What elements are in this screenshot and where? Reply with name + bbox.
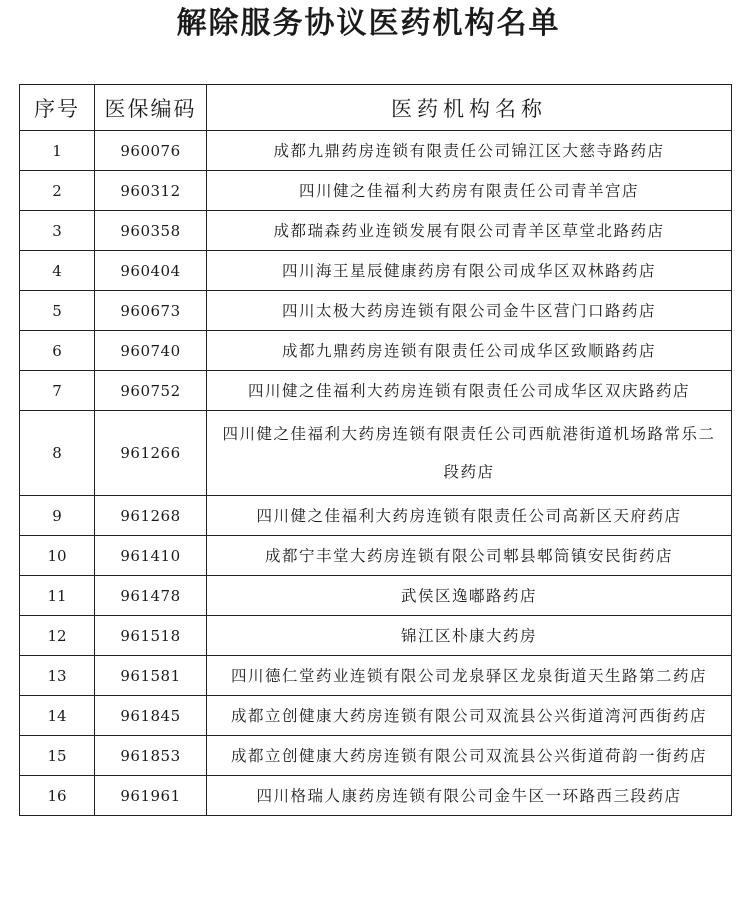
table-row	[20, 331, 732, 371]
table-row	[20, 576, 732, 616]
row-code-cell: 961961	[95, 776, 207, 816]
table-row	[20, 171, 732, 211]
row-code-cell: 961410	[95, 536, 207, 576]
row-code-cell: 960404	[95, 251, 207, 291]
row-seq-cell: 13	[20, 656, 95, 696]
table-row	[20, 291, 732, 331]
row-name-cell: 锦江区朴康大药房	[207, 616, 732, 656]
row-seq-cell: 7	[20, 371, 95, 411]
row-name-cell: 成都立创健康大药房连锁有限公司双流县公兴街道湾河西街药店	[207, 696, 732, 736]
row-seq-cell: 8	[20, 411, 95, 496]
row-seq-cell: 12	[20, 616, 95, 656]
row-name-cell: 四川健之佳福利大药房连锁有限责任公司高新区天府药店	[207, 496, 732, 536]
table-row	[20, 211, 732, 251]
row-code-cell: 960312	[95, 171, 207, 211]
row-code-cell: 960076	[95, 131, 207, 171]
row-name-cell: 成都瑞森药业连锁发展有限公司青羊区草堂北路药店	[207, 211, 732, 251]
table-row	[20, 371, 732, 411]
row-name-cell: 四川格瑞人康药房连锁有限公司金牛区一环路西三段药店	[207, 776, 732, 816]
row-code-cell: 961518	[95, 616, 207, 656]
row-seq-cell: 3	[20, 211, 95, 251]
row-seq-cell: 6	[20, 331, 95, 371]
table-header-row	[20, 85, 732, 131]
table-row	[20, 696, 732, 736]
row-seq-cell: 14	[20, 696, 95, 736]
header-code: 医保编码	[95, 85, 207, 131]
table-row	[20, 776, 732, 816]
row-name-cell: 四川太极大药房连锁有限公司金牛区营门口路药店	[207, 291, 732, 331]
row-code-cell: 961581	[95, 656, 207, 696]
row-name-cell: 四川海王星辰健康药房有限公司成华区双林路药店	[207, 251, 732, 291]
row-seq-cell: 15	[20, 736, 95, 776]
row-seq-cell: 10	[20, 536, 95, 576]
row-name-cell: 成都九鼎药房连锁有限责任公司成华区致顺路药店	[207, 331, 732, 371]
row-seq-cell: 2	[20, 171, 95, 211]
row-seq-cell: 1	[20, 131, 95, 171]
row-name-cell: 四川健之佳福利大药房连锁有限责任公司成华区双庆路药店	[207, 371, 732, 411]
row-code-cell: 961845	[95, 696, 207, 736]
row-seq-cell: 11	[20, 576, 95, 616]
row-seq-cell: 9	[20, 496, 95, 536]
row-name-cell: 四川健之佳福利大药房连锁有限责任公司西航港街道机场路常乐二段药店	[207, 411, 732, 496]
row-name-cell: 武侯区逸嘟路药店	[207, 576, 732, 616]
table-body	[20, 131, 732, 816]
row-name-cell: 成都九鼎药房连锁有限责任公司锦江区大慈寺路药店	[207, 131, 732, 171]
table-row	[20, 131, 732, 171]
table-row	[20, 251, 732, 291]
row-code-cell: 961266	[95, 411, 207, 496]
header-name: 医药机构名称	[207, 85, 732, 131]
row-seq-cell: 4	[20, 251, 95, 291]
row-code-cell: 961853	[95, 736, 207, 776]
row-name-cell: 成都宁丰堂大药房连锁有限公司郫县郫筒镇安民街药店	[207, 536, 732, 576]
table-row	[20, 496, 732, 536]
table-row	[20, 736, 732, 776]
row-code-cell: 960358	[95, 211, 207, 251]
institution-table	[19, 84, 732, 816]
table-row	[20, 616, 732, 656]
row-code-cell: 961268	[95, 496, 207, 536]
page-title: 解除服务协议医药机构名单	[176, 6, 561, 41]
row-name-cell: 四川健之佳福利大药房有限责任公司青羊宫店	[207, 171, 732, 211]
row-name-cell: 四川德仁堂药业连锁有限公司龙泉驿区龙泉街道天生路第二药店	[207, 656, 732, 696]
row-code-cell: 960740	[95, 331, 207, 371]
row-seq-cell: 16	[20, 776, 95, 816]
row-code-cell: 960752	[95, 371, 207, 411]
row-code-cell: 961478	[95, 576, 207, 616]
row-name-cell: 成都立创健康大药房连锁有限公司双流县公兴街道荷韵一街药店	[207, 736, 732, 776]
row-seq-cell: 5	[20, 291, 95, 331]
row-code-cell: 960673	[95, 291, 207, 331]
table-row	[20, 411, 732, 496]
header-seq: 序号	[20, 85, 95, 131]
table-row	[20, 536, 732, 576]
table-row	[20, 656, 732, 696]
